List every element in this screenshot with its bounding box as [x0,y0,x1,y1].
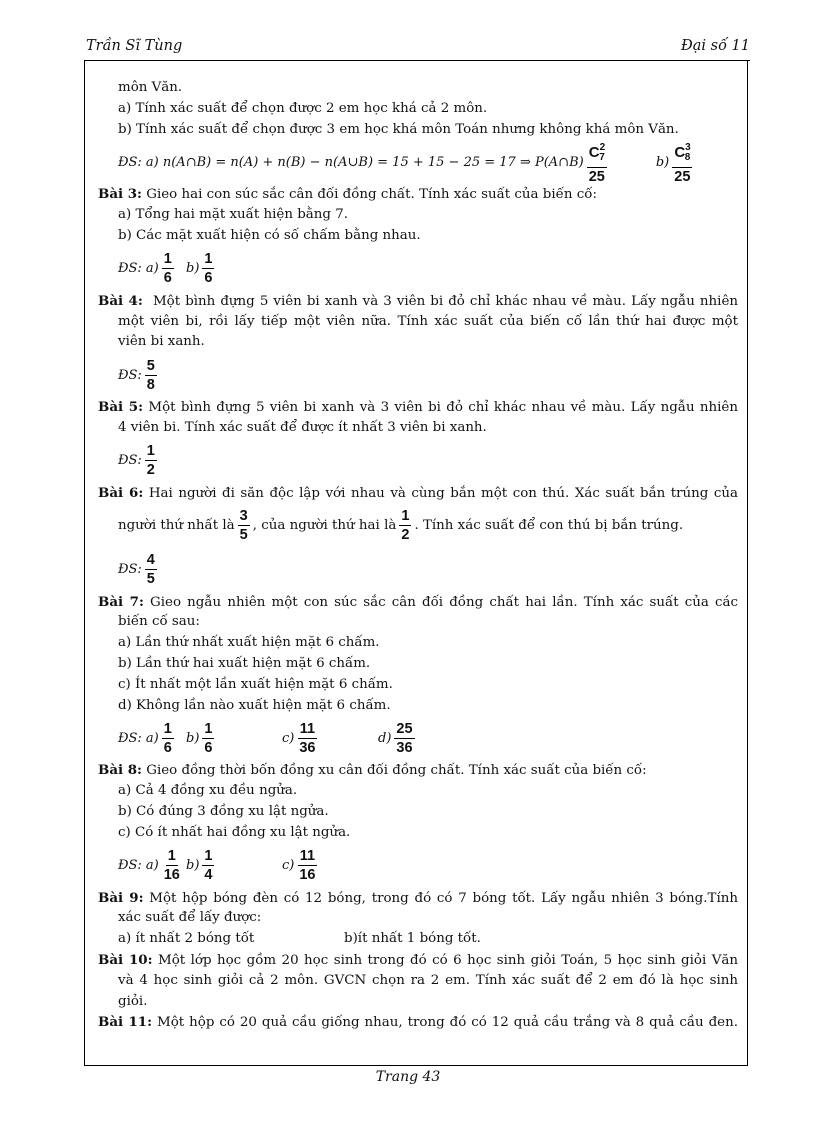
answer-text: ĐS: a) n(A∩B) = n(A) + n(B) − n(A∪B) = 15 + 15 − 25 = 17 ⇒ P(A∩B) [118,154,584,170]
text-line: môn Văn. [118,80,183,95]
answer-label: ĐS: a) $\frac{1}{16}$ [118,848,180,884]
problem-line: Bài 9: Một hộp bóng đèn có 12 bóng, trong đó có 7 bóng tốt. Lấy ngẫu nhiên 3 bóng.Tính [98,889,738,906]
fraction: $\frac{11}{36}$ [299,720,316,756]
answer-line [98,844,738,888]
page-number: Trang 43 [375,1069,441,1085]
text-line: xác suất để lấy được: [118,910,262,926]
problem-label: Bài 11: [98,1014,153,1031]
text-line: a) ít nhất 2 bóng tốt b)ít nhất 1 bóng tốt. [118,931,481,947]
answer-label: ĐS: a) $\frac{1}{6}$ [118,251,172,287]
fraction: 1 2 [146,443,155,479]
fraction-denominator: 25 [588,168,605,185]
text-line: b) Lần thứ hai xuất hiện mặt 6 chấm. [118,655,371,671]
text-line: người thứ nhất là $\frac{3}{5}$ , của người thứ hai là $\frac{1}{2}$ . Tính xác suất để con thú bị bắn trúng. [118,507,684,543]
problem-line: Bài 4: Một bình đựng 5 viên bi xanh và 3 viên bi đỏ chỉ khác nhau về màu. Lấy ngẫu nhiên [98,292,738,309]
fraction: $\frac{25}{36}$ [396,720,413,756]
fraction: 5 8 [146,357,155,393]
text-line: c) Ít nhất một lần xuất hiện mặt 6 chấm. [118,676,393,692]
answer-label: b) $\frac{1}{4}$ [186,848,213,884]
problem-line: Bài 10: Một lớp học gồm 20 học sinh trong đó có 6 học sinh giỏi Toán, 5 học sinh giỏi Văn [98,951,738,968]
header-author: Trần Sĩ Tùng [86,38,183,54]
problem-line: Bài 11: Một hộp có 20 quả cầu giống nhau, trong đó có 12 quả cầu trắng và 8 quả cầu đen. [98,1014,738,1031]
text-line: a) Lần thứ nhất xuất hiện mặt 6 chấm. [118,635,380,651]
problem-label: Bài 7: [98,593,144,610]
problem-label: Bài 9: [98,889,144,906]
text-line: c) Có ít nhất hai đồng xu lật ngửa. [118,824,351,840]
answer-line: ĐS: 5 8 [118,357,155,393]
fraction: 4 5 [146,552,155,588]
answer-label: b) $\frac{1}{6}$ [186,720,213,756]
answer-label: b) [655,154,670,170]
answer-line: ĐS: 1 2 [118,443,155,479]
fraction: $\frac{3}{5}$ [239,507,248,543]
problem-line: Bài 5: Một bình đựng 5 viên bi xanh và 3 viên bi đỏ chỉ khác nhau về màu. Lấy ngẫu nhiên [98,399,738,416]
fraction: $\frac{1}{16}$ [163,848,180,884]
fraction: $\frac{1}{6}$ [163,720,172,756]
answer-line [98,140,738,184]
text-line: giỏi. [118,993,148,1009]
answer-label: b) $\frac{1}{6}$ [186,251,213,287]
text-line: b) Có đúng 3 đồng xu lật ngửa. [118,803,329,819]
text-line: b) Tính xác suất để chọn được 3 em học khá môn Toán nhưng không khá môn Văn. [118,121,679,137]
problem-line: Bài 6: Hai người đi săn độc lập với nhau và cùng bắn một con thú. Xác suất bắn trúng của [98,484,738,501]
header-subject: Đại số 11 [681,38,750,54]
answer-line: ĐS: 4 5 [118,552,155,588]
text-line: d) Không lần nào xuất hiện mặt 6 chấm. [118,697,391,713]
text-line: biến cố sau: [118,614,200,630]
problem-label: Bài 8: [98,762,143,779]
text-line: a) Cả 4 đồng xu đều ngửa. [118,783,298,799]
fraction-numerator: $C^2_7$ [587,140,607,168]
text-line: 4 viên bi. Tính xác suất để được ít nhất 3 viên bi xanh. [118,419,487,435]
problem-label: Bài 6: [98,484,144,501]
problem-label: Bài 4: [98,292,143,309]
text-line: viên bi xanh. [118,334,205,350]
fraction: $\frac{1}{6}$ [204,720,213,756]
fraction-numerator: $C^3_8$ [672,140,692,168]
problem-line: Bài 3: Gieo hai con súc sắc cân đối đồng chất. Tính xác suất của biến cố: [98,186,597,203]
problem-line: Bài 7: Gieo ngẫu nhiên một con súc sắc cân đối đồng chất hai lần. Tính xác suất của các [98,593,738,610]
fraction [672,140,692,185]
fraction: $\frac{1}{6}$ [204,251,213,287]
document-body [98,78,738,1033]
answer-label: c) $\frac{11}{36}$ [282,720,316,756]
text-line: a) Tổng hai mặt xuất hiện bằng 7. [118,207,349,223]
problem-label: Bài 10: [98,951,153,968]
text-line: b) Các mặt xuất hiện có số chấm bằng nhau. [118,227,421,243]
fraction [587,140,607,185]
answer-line [98,247,738,291]
problem-label: Bài 5: [98,399,144,416]
answer-label: c) $\frac{11}{16}$ [282,848,316,884]
text-line: một viên bi, rồi lấy tiếp một viên nữa. Tính xác suất của biến cố lần thứ hai được một [118,313,738,329]
text-line: và 4 học sinh giỏi cả 2 môn. GVCN chọn ra 2 em. Tính xác suất để 2 em đó là học sinh [118,972,738,988]
answer-label: ĐS: a) $\frac{1}{6}$ [118,720,172,756]
answer-label: d) $\frac{25}{36}$ [378,720,413,756]
fraction: $\frac{1}{6}$ [163,251,172,287]
problem-label: Bài 3: [98,186,143,203]
page-header [86,38,750,61]
text-line: a) Tính xác suất để chọn được 2 em học khá cả 2 môn. [118,100,488,116]
answer-line [98,716,738,760]
fraction: $\frac{11}{16}$ [299,848,316,884]
fraction: $\frac{1}{2}$ [401,507,410,543]
fraction: $\frac{1}{4}$ [204,848,213,884]
fraction-denominator: 25 [674,168,691,185]
problem-line: Bài 8: Gieo đồng thời bốn đồng xu cân đối đồng chất. Tính xác suất của biến cố: [98,762,647,779]
